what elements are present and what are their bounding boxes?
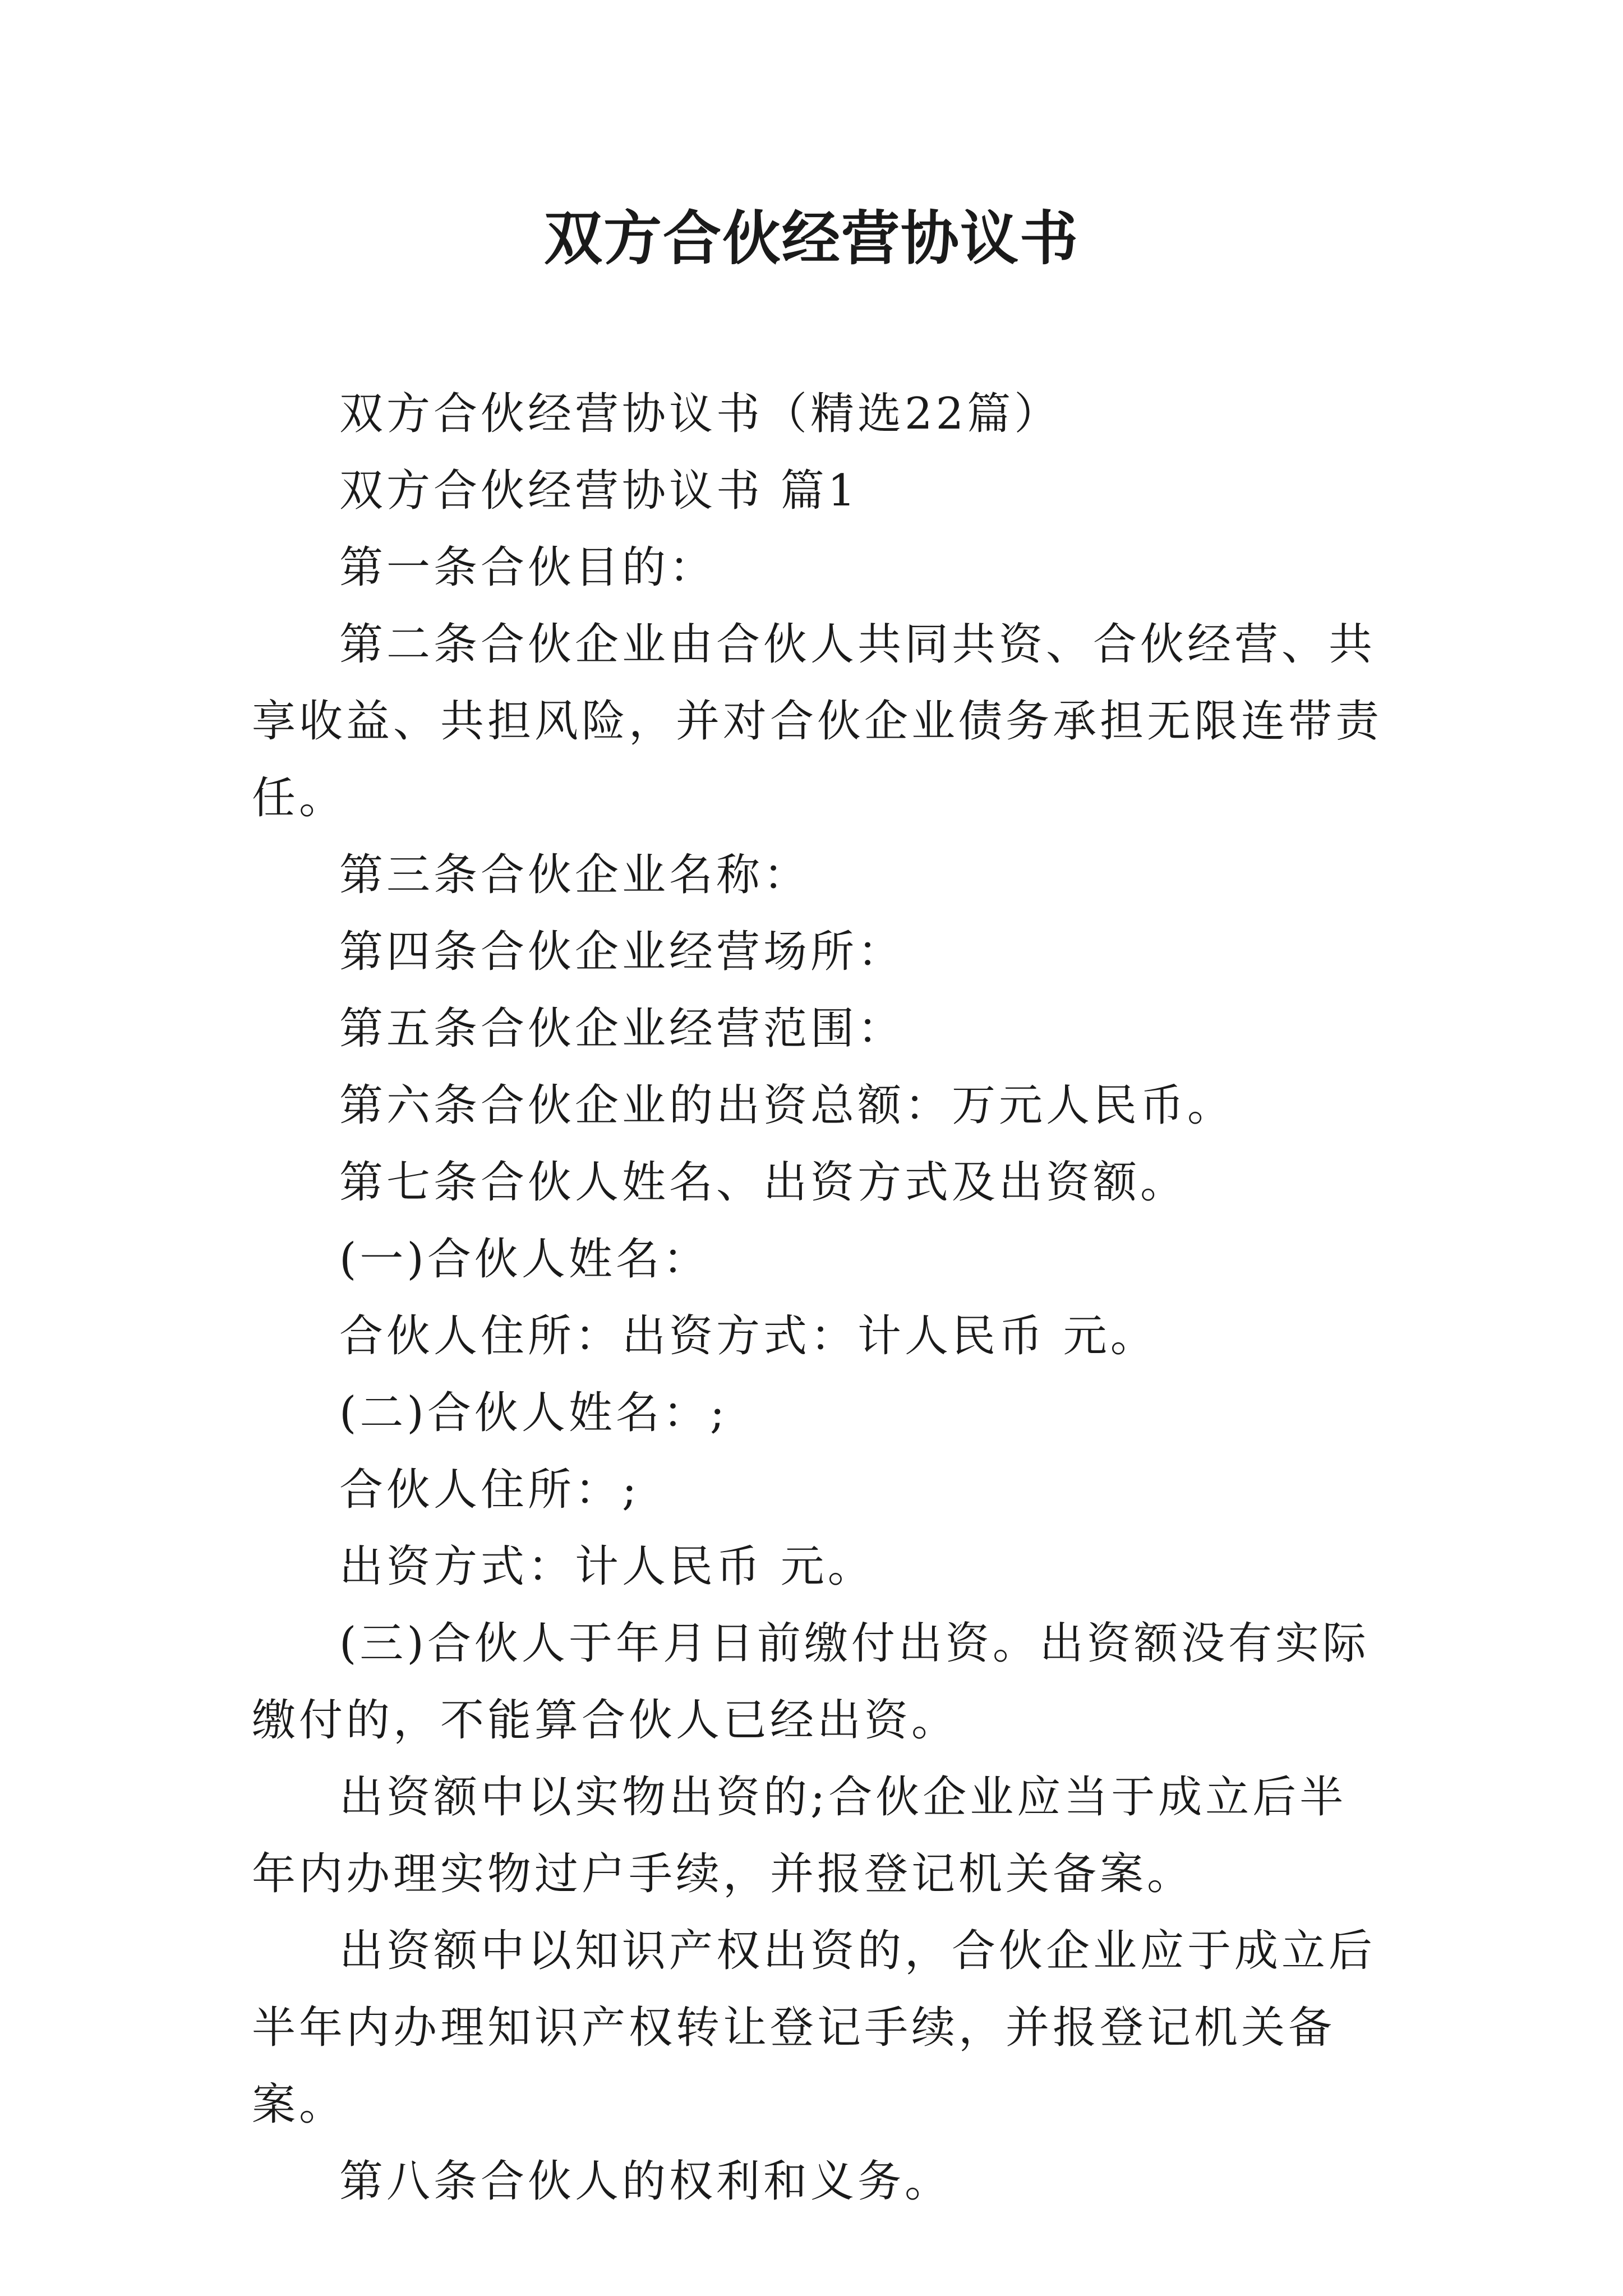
paragraph-part-heading: 双方合伙经营协议书 篇1 xyxy=(339,466,859,516)
paragraph-article-6: 第六条合伙企业的出资总额：万元人民币。 xyxy=(339,1080,1235,1131)
paragraph-partner-1-residence: 合伙人住所：出资方式：计人民币 元。 xyxy=(339,1311,1158,1361)
paragraph-article-5: 第五条合伙企业经营范围： xyxy=(339,1004,905,1054)
paragraph-article-3: 第三条合伙企业名称： xyxy=(339,850,811,900)
paragraph-article-7: 第七条合伙人姓名、出资方式及出资额。 xyxy=(339,1157,1188,1208)
paragraph-subtitle: 双方合伙经营协议书（精选22篇） xyxy=(339,389,1062,439)
paragraph-article-4: 第四条合伙企业经营场所： xyxy=(339,927,905,977)
paragraph-ip-contribution: 出资额中以知识产权出资的，合伙企业应于成立后半年内办理知识产权转让登记手续，并报登记机关备案。 xyxy=(252,1926,1376,2130)
paragraph-in-kind-contribution: 出资额中以实物出资的;合伙企业应当于成立后半年内办理实物过户手续，并报登记机关备案。 xyxy=(252,1772,1347,1899)
paragraph-partner-2-contribution: 出资方式：计人民币 元。 xyxy=(339,1542,875,1592)
paragraph-contribution-deadline: (三)合伙人于年月日前缴付出资。出资额没有实际缴付的，不能算合伙人已经出资。 xyxy=(252,1618,1370,1746)
document-body xyxy=(252,376,1385,2220)
paragraph-partner-2-residence: 合伙人住所：; xyxy=(339,1465,640,1515)
document-title: 双方合伙经营协议书 xyxy=(543,204,1079,273)
paragraph-article-1: 第一条合伙目的： xyxy=(339,542,717,593)
paragraph-partner-2-name: (二)合伙人姓名：; xyxy=(339,1388,728,1438)
paragraph-article-2: 第二条合伙企业由合伙人共同共资、合伙经营、共享收益、共担风险，并对合伙企业债务承担无限连带责任。 xyxy=(252,619,1383,823)
paragraph-partner-1-name: (一)合伙人姓名： xyxy=(339,1234,710,1285)
paragraph-article-8: 第八条合伙人的权利和义务。 xyxy=(339,2156,952,2207)
